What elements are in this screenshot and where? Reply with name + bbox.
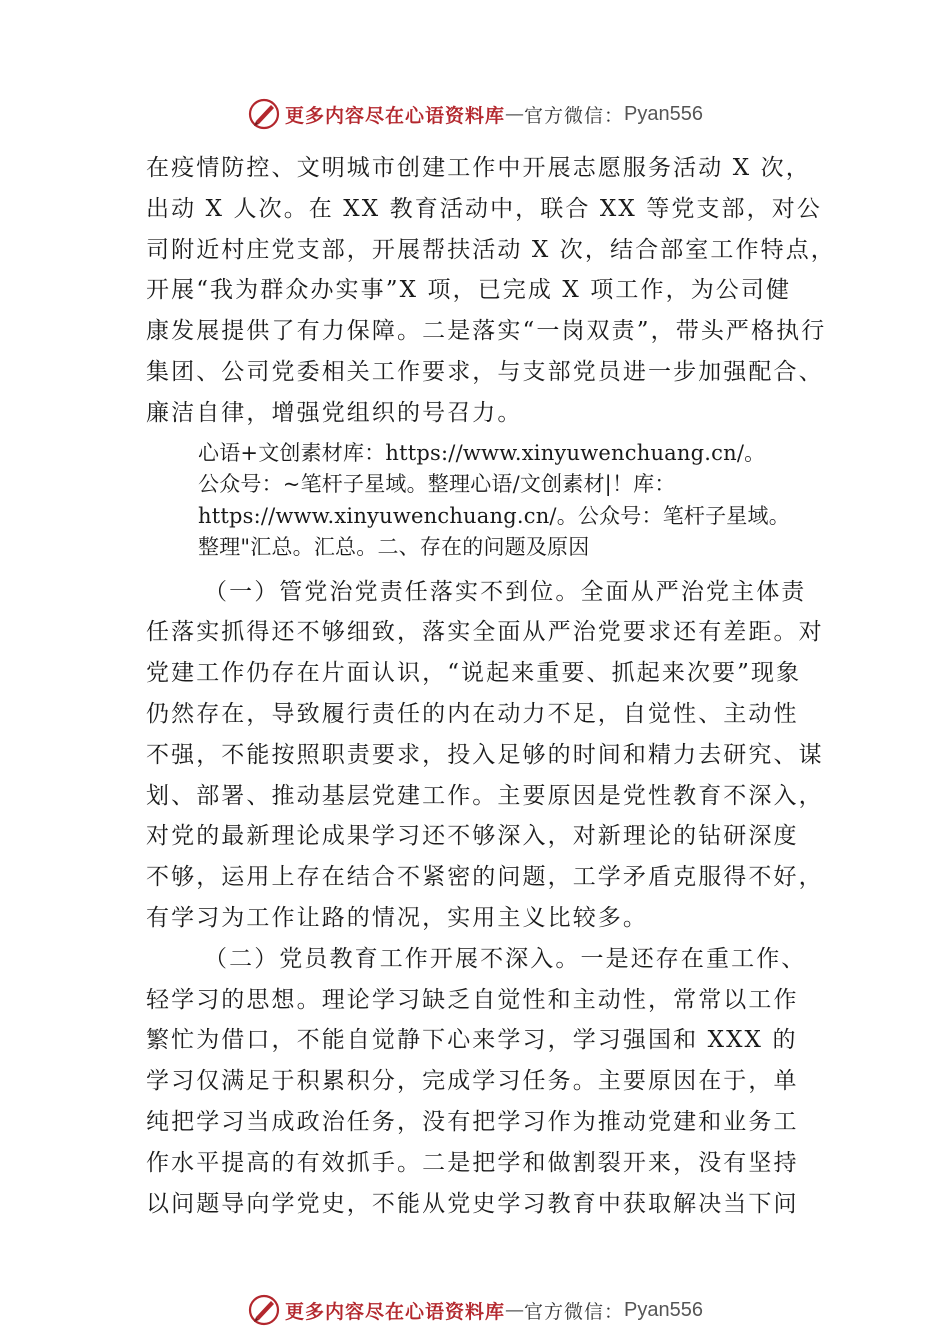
text-line: 纯把学习当成政治任务，没有把学习作为推动党建和业务工 [146,1108,799,1135]
text-line: 有学习为工作让路的情况，实用主义比较多。 [146,904,648,931]
document-body [146,148,836,1224]
footer-wechat-id: Pyan556 [624,1298,703,1321]
text-line: 划、部署、推动基层党建工作。主要原因是党性教育不深入， [146,782,824,809]
paragraph-3 [146,939,816,1225]
text-line: 不强，不能按照职责要求，投入足够的时间和精力去研究、谋 [146,741,824,768]
text-line: 轻学习的思想。理论学习缺乏自觉性和主动性，常常以工作 [146,986,799,1013]
text-line: 以问题导向学党史，不能从党史学习教育中获取解决当下问 [146,1190,799,1217]
header-label: 官方微信： [524,104,625,127]
footer-brand: 更多内容尽在心语资料库 [285,1300,506,1323]
header-dash: — [505,103,525,125]
header-brand: 更多内容尽在心语资料库 [285,104,506,127]
watermark-line: 整理"汇总。汇总。二、存在的问题及原因 [198,535,590,560]
header-wechat-id: Pyan556 [624,102,703,125]
footer-dash: — [505,1299,525,1321]
text-line: 出动 X 人次。在 XX 教育活动中，联合 XX 等党支部，对公 [146,195,822,222]
paragraph-1 [146,148,836,434]
text-line: 集团、公司党委相关工作要求，与支部党员进一步加强配合、 [146,358,824,385]
text-line: 廉洁自律，增强党组织的号召力。 [146,399,523,426]
watermark-line: 心语+文创素材库：https://www.xinyuwenchuang.cn/。 [198,440,766,465]
text-line: 仍然存在，导致履行责任的内在动力不足，自觉性、主动性 [146,700,799,727]
text-line: 司附近村庄党支部，开展帮扶活动 X 次，结合部室工作特点， [146,236,836,263]
footer-banner [0,1290,950,1330]
text-line: 党建工作仍存在片面认识，“说起来重要、抓起来次要”现象 [146,660,802,687]
watermark-line: 公众号：~笔杆子星域。整理心语/文创素材|！库： [198,472,676,497]
text-line: 开展“我为群众办实事”X 项，已完成 X 项工作，为公司健 [146,277,792,304]
text-line: 学习仅满足于积累积分，完成学习任务。主要原因在于，单 [146,1068,799,1095]
text-line: 作水平提高的有效抓手。二是把学和做割裂开来，没有坚持 [146,1149,799,1176]
text-line: 不够，运用上存在结合不紧密的问题，工学矛盾克服得不好， [146,864,824,891]
text-line: （一）管党治党责任落实不到位。全面从严治党主体责 [204,578,807,605]
text-line: 繁忙为借口，不能自觉静下心来学习，学习强国和 XXX 的 [146,1027,798,1054]
text-line: 对党的最新理论成果学习还不够深入，对新理论的钻研深度 [146,823,799,850]
text-line: 任落实抓得还不够细致，落实全面从严治党要求还有差距。对 [146,619,824,646]
text-line: 康发展提供了有力保障。二是落实“一岗双责”，带头严格执行 [146,318,827,345]
brush-pen-logo-icon [247,1293,281,1327]
paragraph-2 [146,572,824,939]
footer-label: 官方微信： [524,1300,625,1323]
watermark-block [146,438,816,564]
text-line: 在疫情防控、文明城市创建工作中开展志愿服务活动 X 次， [146,155,811,181]
text-line: （二）党员教育工作开展不深入。一是还存在重工作、 [204,945,807,972]
header-banner [0,94,950,134]
brush-pen-logo-icon [247,97,281,131]
watermark-line: https://www.xinyuwenchuang.cn/。公众号：笔杆子星域。 [198,503,790,528]
